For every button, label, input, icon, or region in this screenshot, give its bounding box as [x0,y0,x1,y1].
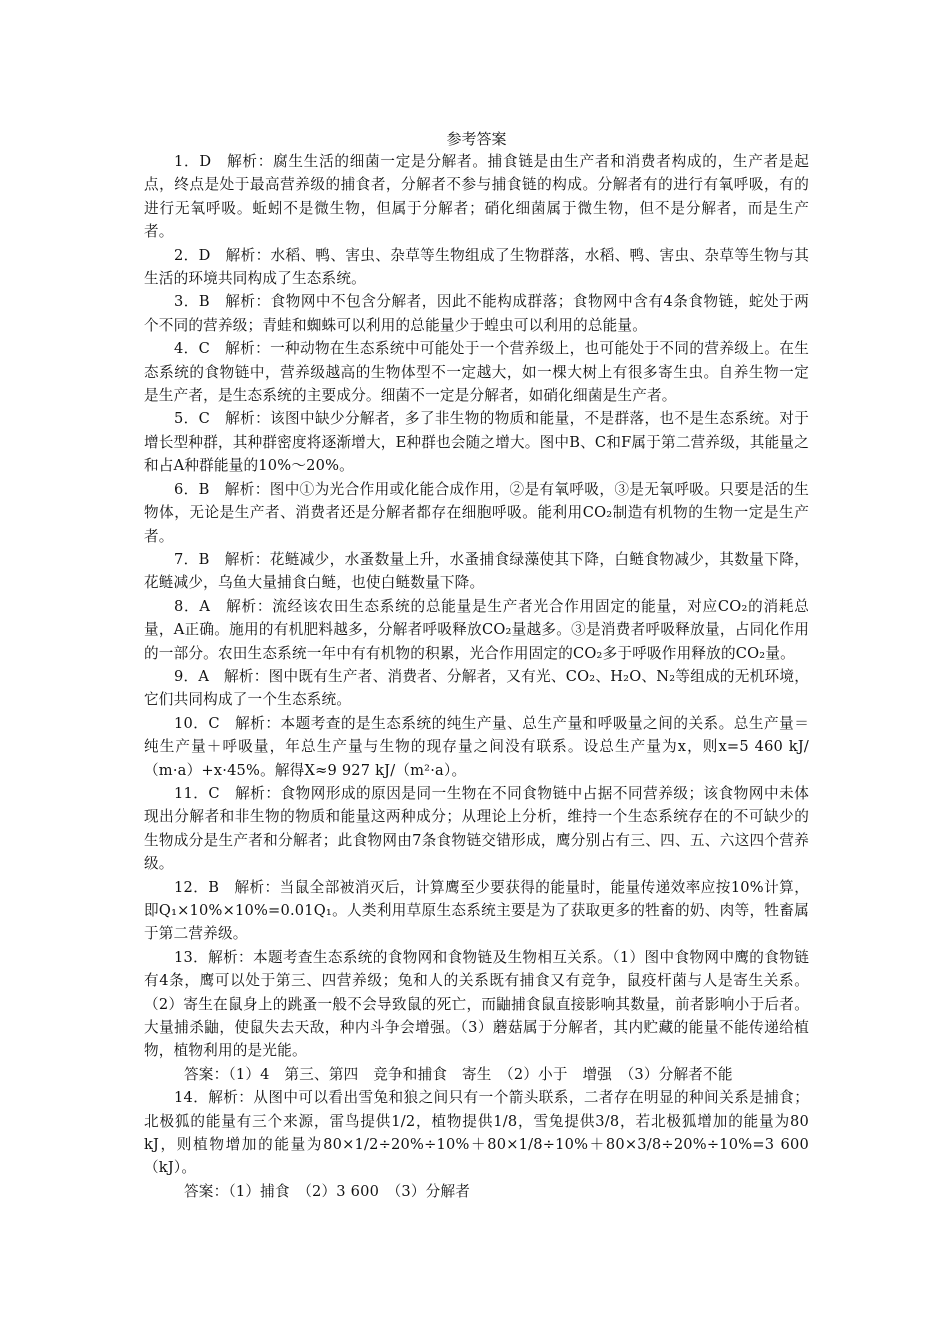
answer-5: 5．C 解析：该图中缺少分解者，多了非生物的物质和能量，不是群落，也不是生态系统。对于增长型种群，其种群密度将逐渐增大，E种群也会随之增大。图中B、C和F属于第二营养级，其能量之和占A种群能量的10%～20%。 [144,410,809,475]
answer-7: 7．B 解析：花鲢减少，水蚤数量上升，水蚤捕食绿藻使其下降，白鲢食物减少，其数量下降，花鲢减少，乌鱼大量捕食白鲢，也使白鲢数量下降。 [144,550,809,592]
answer-11: 11．C 解析：食物网形成的原因是同一生物在不同食物链中占据不同营养级；该食物网中未体现出分解者和非生物的物质和能量这两种成分；从理论上分析，维持一个生态系统存在的不可缺少的生物成分是生产者和分解者；此食物网由7条食物链交错形成，鹰分别占有三、四、五、六这四个营养级。 [144,784,809,873]
answer-14-result: 答案：（1）捕食 （2）3 600 （3）分解者 [184,1182,471,1200]
answer-6: 6．B 解析：图中①为光合作用或化能合成作用，②是有氧呼吸，③是无氧呼吸。只要是活的生物体，无论是生产者、消费者还是分解者都存在细胞呼吸。能利用CO₂制造有机物的生物一定是生产者。 [144,480,809,545]
answer-13-result: 答案：（1）4 第三、第四 竞争和捕食 寄生 （2）小于 增强 （3）分解者不能 [184,1065,733,1083]
answer-12: 12．B 解析：当鼠全部被消灭后，计算鹰至少要获得的能量时，能量传递效率应按10%计算，即Q₁×10%×10%=0.01Q₁。人类利用草原生态系统主要是为了获取更多的牲畜的奶、肉等，牲畜属于第二营养级。 [144,878,809,943]
answer-4: 4．C 解析：一种动物在生态系统中可能处于一个营养级上，也可能处于不同的营养级上。在生态系统的食物链中，营养级越高的生物体型不一定越大，如一棵大树上有很多寄生虫。自养生物一定是生产者，是生态系统的主要成分。细菌不一定是分解者，如硝化细菌是生产者。 [144,340,809,405]
answer-9: 9．A 解析：图中既有生产者、消费者、分解者，又有光、CO₂、H₂O、N₂等组成的无机环境，它们共同构成了一个生态系统。 [144,667,809,709]
answer-8: 8．A 解析：流经该农田生态系统的总能量是生产者光合作用固定的能量，对应CO₂的消耗总量，A正确。施用的有机肥料越多，分解者呼吸释放CO₂量越多。③是消费者呼吸释放量，占同化作用的一部分。农田生态系统一年中有有机物的积累，光合作用固定的CO₂多于呼吸作用释放的CO₂量。 [144,597,809,662]
document-title: 参考答案 [446,130,507,148]
answer-10: 10．C 解析：本题考查的是生态系统的纯生产量、总生产量和呼吸量之间的关系。总生产量＝纯生产量＋呼吸量，年总生产量与生物的现存量之间没有联系。设总生产量为x，则x=5 460 kJ/（m·a）+x·45%。解得X≈9 927 kJ/（m²·a）。 [144,714,809,779]
answer-13: 13．解析：本题考查生态系统的食物网和食物链及生物相互关系。（1）图中食物网中鹰的食物链有4条，鹰可以处于第三、四营养级；兔和人的关系既有捕食又有竞争，鼠疫杆菌与人是寄生关系。（2）寄生在鼠身上的跳蚤一般不会导致鼠的死亡，而鼬捕食鼠直接影响其数量，前者影响小于后者。大量捕杀鼬，使鼠失去天敌，种内斗争会增强。（3）蘑菇属于分解者，其内贮藏的能量不能传递给植物，植物利用的是光能。 [144,948,809,1060]
answer-1: 1．D 解析：腐生生活的细菌一定是分解者。捕食链是由生产者和消费者构成的，生产者是起点，终点是处于最高营养级的捕食者，分解者不参与捕食链的构成。分解者有的进行有氧呼吸，有的进行无氧呼吸。蚯蚓不是微生物，但属于分解者；硝化细菌属于微生物，但不是分解者，而是生产者。 [144,153,809,241]
answer-14: 14．解析：从图中可以看出雪兔和狼之间只有一个箭头联系，二者存在明显的种间关系是捕食；北极狐的能量有三个来源，雷鸟提供1/2，植物提供1/8，雪兔提供3/8，若北极狐增加的能量为80 kJ，则植物增加的能量为80×1/2÷20%÷10%＋80×1/8÷10%＋80×3/8÷20%÷10%=3 600（kJ）。 [144,1089,809,1177]
answer-2: 2．D 解析：水稻、鸭、害虫、杂草等生物组成了生物群落，水稻、鸭、害虫、杂草等生物与其生活的环境共同构成了生态系统。 [144,246,809,288]
answer-3: 3．B 解析：食物网中不包含分解者，因此不能构成群落；食物网中含有4条食物链，蛇处于两个不同的营养级；青蛙和蜘蛛可以利用的总能量少于蝗虫可以利用的总能量。 [144,293,809,334]
document-page [144,128,809,1203]
